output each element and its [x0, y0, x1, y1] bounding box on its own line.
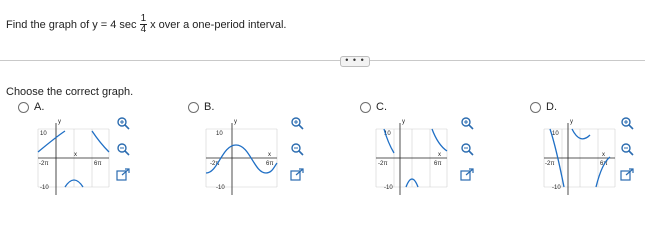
option-d[interactable]: [530, 101, 557, 113]
option-c-label: C.: [376, 101, 387, 113]
graph-a-xpos: 6π: [94, 161, 102, 167]
external-link-icon[interactable]: [116, 168, 130, 182]
graph-d-xvar: x: [602, 152, 605, 158]
fraction-denominator: 4: [140, 24, 147, 35]
option-a-label: A.: [34, 101, 45, 113]
fraction-numerator: 1: [140, 13, 147, 24]
option-b-label: B.: [204, 101, 215, 113]
option-b[interactable]: [188, 101, 214, 113]
zoom-out-icon[interactable]: [620, 142, 634, 156]
graph-c: [372, 115, 472, 202]
graph-a-xvar: x: [74, 152, 77, 158]
divider: [0, 60, 645, 61]
graph-d-ymax: 10: [552, 131, 559, 137]
graph-a-yvar: y: [58, 119, 61, 125]
graph-d-xneg: -2π: [545, 161, 555, 167]
graph-b-ymin: -10: [216, 185, 225, 191]
external-link-icon[interactable]: [290, 168, 304, 182]
graph-c-ymin: -10: [384, 185, 393, 191]
graph-a-curve: [38, 131, 109, 187]
question-text: [6, 14, 286, 35]
graph-c-ymax: 10: [384, 131, 391, 137]
graph-d-ymin: -10: [552, 185, 561, 191]
option-a[interactable]: [18, 101, 44, 113]
graph-c-xvar: x: [438, 152, 441, 158]
radio-button-b[interactable]: [188, 102, 199, 113]
zoom-out-icon[interactable]: [116, 142, 130, 156]
question-prefix: Find the graph of y = 4 sec: [6, 18, 137, 31]
radio-button-a[interactable]: [18, 102, 29, 113]
graph-b-ymax: 10: [216, 131, 223, 137]
graph-b-curve: [206, 145, 277, 173]
graph-c-yvar: y: [402, 119, 405, 125]
option-d-label: D.: [546, 101, 557, 113]
graph-b: [202, 115, 302, 202]
fraction: [140, 14, 148, 35]
choose-prompt: Choose the correct graph.: [6, 86, 134, 98]
graph-b-xpos: 6π: [266, 161, 274, 167]
question-suffix: x over a one-period interval.: [150, 18, 287, 31]
graph-d-yvar: y: [570, 119, 573, 125]
graph-b-yvar: y: [234, 119, 237, 125]
radio-button-d[interactable]: [530, 102, 541, 113]
radio-button-c[interactable]: [360, 102, 371, 113]
graph-a-ymax: 10: [40, 131, 47, 137]
zoom-in-icon[interactable]: [290, 116, 304, 130]
graph-d-xpos: 6π: [600, 161, 608, 167]
zoom-out-icon[interactable]: [460, 142, 474, 156]
graph-a-xneg: -2π: [39, 161, 49, 167]
graph-a-ymin: -10: [40, 185, 49, 191]
graph-c-xneg: -2π: [378, 161, 388, 167]
graph-c-xpos: 6π: [434, 161, 442, 167]
zoom-in-icon[interactable]: [620, 116, 634, 130]
zoom-out-icon[interactable]: [290, 142, 304, 156]
graph-b-xneg: -2π: [210, 161, 220, 167]
external-link-icon[interactable]: [460, 168, 474, 182]
external-link-icon[interactable]: [620, 168, 634, 182]
more-button[interactable]: • • •: [340, 56, 370, 67]
zoom-in-icon[interactable]: [116, 116, 130, 130]
graph-b-xvar: x: [268, 152, 271, 158]
option-c[interactable]: [360, 101, 387, 113]
zoom-in-icon[interactable]: [460, 116, 474, 130]
